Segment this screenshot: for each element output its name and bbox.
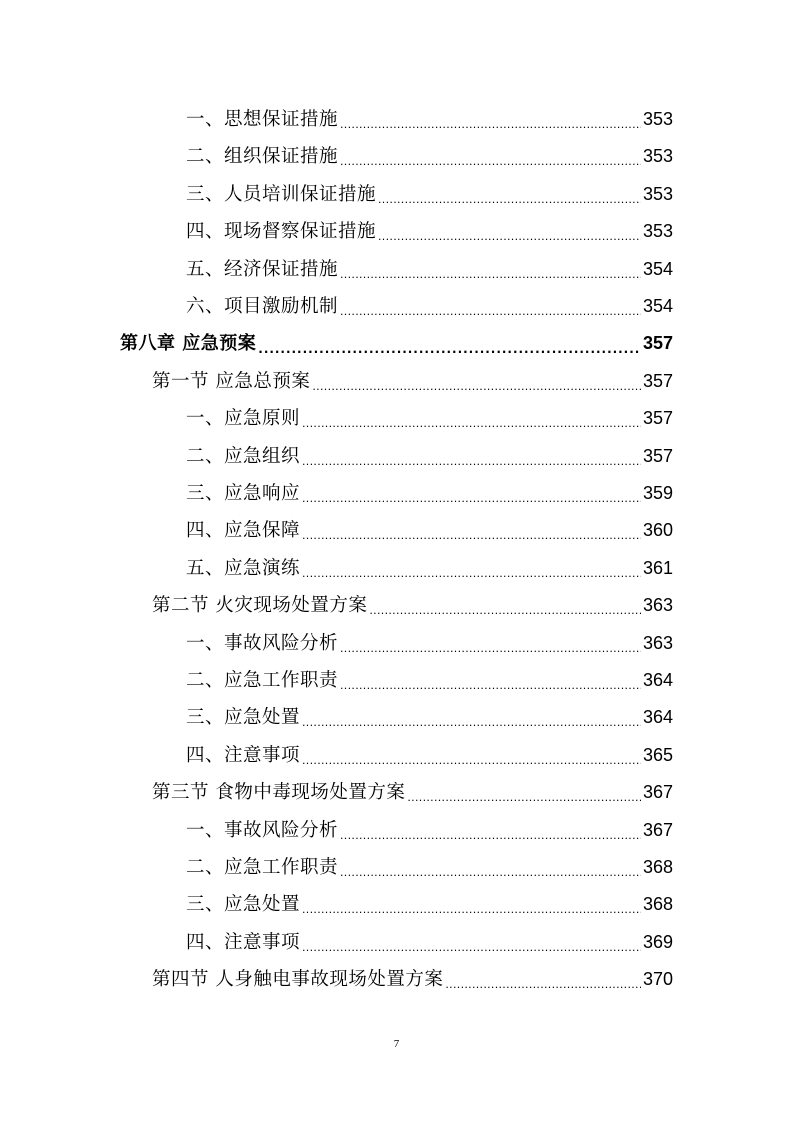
toc-entry[interactable] xyxy=(186,138,673,175)
toc-entry-label: 四、注意事项 xyxy=(186,744,301,766)
toc-dot-leader xyxy=(302,737,641,774)
toc-entry-page: 360 xyxy=(642,520,673,541)
toc-entry-page: 353 xyxy=(642,183,673,204)
toc-entry-page: 368 xyxy=(642,894,673,915)
toc-dot-leader xyxy=(302,438,641,475)
toc-dot-leader xyxy=(302,475,641,512)
toc-entry[interactable] xyxy=(152,363,673,400)
toc-entry-label: 第一节 应急总预案 xyxy=(152,370,311,392)
toc-entry-page: 363 xyxy=(642,632,673,653)
toc-dot-leader xyxy=(302,699,641,736)
toc-entry-page: 367 xyxy=(642,819,673,840)
toc-entry-label: 第三节 食物中毒现场处置方案 xyxy=(152,782,406,804)
toc-dot-leader xyxy=(302,400,641,437)
toc-dot-leader xyxy=(302,550,641,587)
toc-entry-page: 369 xyxy=(642,931,673,952)
toc-entry-label: 五、应急演练 xyxy=(186,557,301,579)
toc-entry[interactable] xyxy=(186,512,673,549)
toc-entry[interactable] xyxy=(186,737,673,774)
toc-entry-page: 357 xyxy=(642,408,673,429)
toc-dot-leader xyxy=(312,363,641,400)
toc-dot-leader xyxy=(340,138,641,175)
toc-entry-page: 353 xyxy=(642,221,673,242)
toc-entry-label: 第八章 应急预案 xyxy=(120,333,257,355)
toc-entry-page: 364 xyxy=(642,707,673,728)
toc-entry-page: 354 xyxy=(642,258,673,279)
toc-entry-label: 五、经济保证措施 xyxy=(186,258,339,280)
toc-dot-leader xyxy=(340,625,641,662)
toc-dot-leader xyxy=(378,213,641,250)
toc-entry-page: 370 xyxy=(642,969,673,990)
toc-entry[interactable] xyxy=(186,288,673,325)
toc-entry[interactable] xyxy=(186,886,673,923)
toc-entry-page: 365 xyxy=(642,744,673,765)
toc-entry-page: 368 xyxy=(642,857,673,877)
toc-dot-leader xyxy=(378,176,641,213)
toc-entry-page: 367 xyxy=(642,782,673,803)
toc-entry[interactable] xyxy=(152,587,673,624)
toc-entry-label: 一、事故风险分析 xyxy=(186,632,339,654)
toc-entry[interactable] xyxy=(186,550,673,587)
toc-entry-label: 三、应急响应 xyxy=(186,483,301,504)
toc-dot-leader xyxy=(445,961,641,998)
toc-entry-page: 353 xyxy=(642,146,673,167)
page-number: 7 xyxy=(393,1038,400,1050)
toc-entry-label: 四、应急保障 xyxy=(186,520,301,542)
toc-entry[interactable] xyxy=(186,213,673,250)
toc-entry[interactable] xyxy=(186,438,673,475)
toc-entry[interactable] xyxy=(152,774,673,811)
toc-entry[interactable] xyxy=(186,176,673,213)
toc-dot-leader xyxy=(340,101,641,138)
toc-entry[interactable] xyxy=(186,812,673,849)
toc-dot-leader xyxy=(302,512,641,549)
toc-entry-label: 二、应急组织 xyxy=(186,445,301,467)
toc-dot-leader xyxy=(340,288,641,325)
toc-entry[interactable] xyxy=(186,475,673,512)
toc-entry-label: 第二节 火灾现场处置方案 xyxy=(152,595,368,617)
toc-dot-leader xyxy=(340,662,641,699)
toc-entry[interactable] xyxy=(186,849,673,886)
toc-entry-label: 二、应急工作职责 xyxy=(186,670,339,691)
toc-entry-label: 六、项目激励机制 xyxy=(186,296,339,317)
toc-entry[interactable] xyxy=(186,400,673,437)
toc-entry-label: 一、事故风险分析 xyxy=(186,819,339,841)
toc-entry-page: 357 xyxy=(642,445,673,466)
toc-entry[interactable] xyxy=(186,662,673,699)
toc-entry-page: 363 xyxy=(642,595,673,616)
toc-entry[interactable] xyxy=(186,924,673,961)
toc-dot-leader xyxy=(407,774,641,811)
toc-entry[interactable] xyxy=(186,625,673,662)
toc-entry-page: 353 xyxy=(642,109,673,129)
toc-entry[interactable] xyxy=(186,251,673,288)
toc-entry-label: 一、应急原则 xyxy=(186,408,301,430)
toc-entry[interactable] xyxy=(152,961,673,998)
toc-entry[interactable] xyxy=(186,101,673,138)
toc-entry[interactable] xyxy=(120,325,673,362)
toc-entry-label: 一、思想保证措施 xyxy=(186,109,339,130)
toc-entry-page: 359 xyxy=(642,483,673,503)
toc-dot-leader xyxy=(369,587,641,624)
toc-dot-leader xyxy=(258,325,641,362)
toc-entry-label: 三、应急处置 xyxy=(186,894,301,916)
toc-entry-label: 四、注意事项 xyxy=(186,931,301,953)
toc-entry-page: 357 xyxy=(642,333,673,354)
toc-dot-leader xyxy=(340,812,641,849)
toc-dot-leader xyxy=(302,886,641,923)
toc-entry-page: 364 xyxy=(642,670,673,690)
toc-entry[interactable] xyxy=(186,699,673,736)
toc-entry-page: 361 xyxy=(642,557,673,578)
toc-entry-label: 第四节 人身触电事故现场处置方案 xyxy=(152,969,444,991)
toc-entry-label: 三、人员培训保证措施 xyxy=(186,183,377,205)
toc-entry-label: 三、应急处置 xyxy=(186,707,301,729)
toc-entry-page: 357 xyxy=(642,370,673,391)
toc-entry-label: 二、应急工作职责 xyxy=(186,857,339,878)
toc-dot-leader xyxy=(340,251,641,288)
toc-entry-label: 四、现场督察保证措施 xyxy=(186,221,377,243)
toc-entry-page: 354 xyxy=(642,296,673,316)
toc-dot-leader xyxy=(340,849,641,886)
toc-entry-label: 二、组织保证措施 xyxy=(186,146,339,168)
toc-dot-leader xyxy=(302,924,641,961)
